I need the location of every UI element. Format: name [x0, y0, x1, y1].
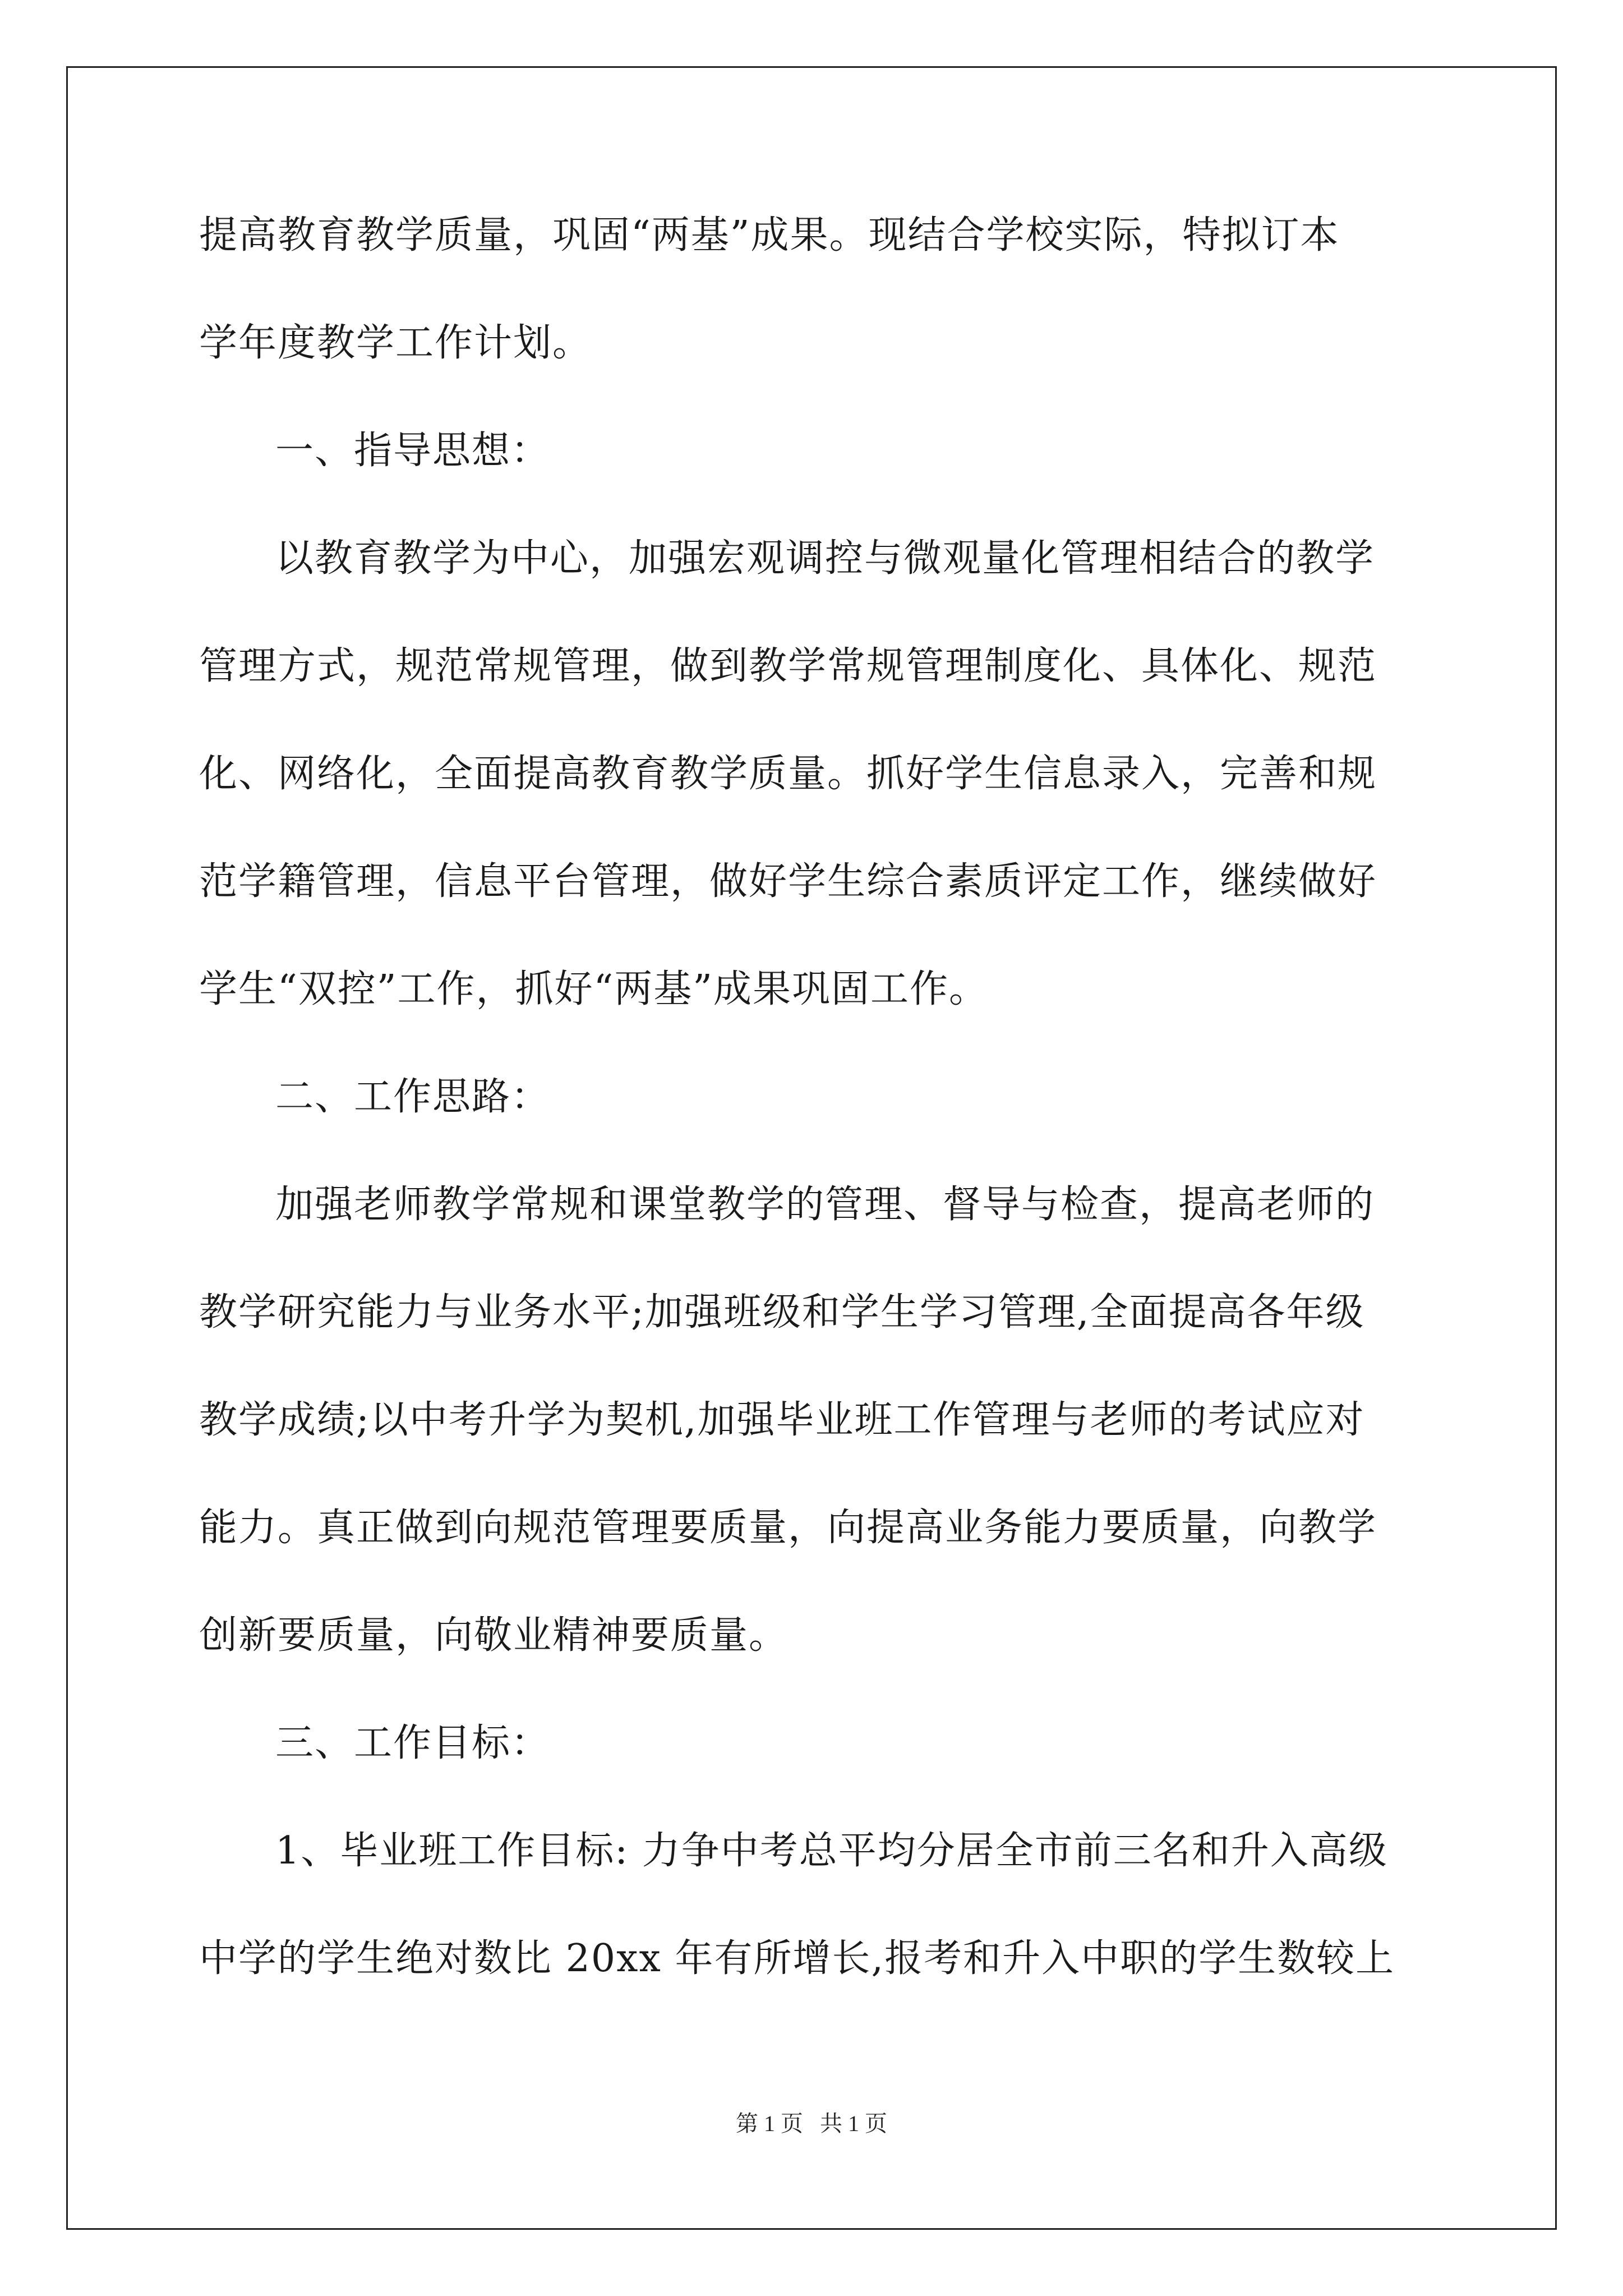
- text-line: 以教育教学为中心，加强宏观调控与微观量化管理相结合的教学: [275, 536, 1375, 581]
- text-line: 创新要质量，向敬业精神要质量。: [199, 1613, 789, 1658]
- text-line: 管理方式，规范常规管理，做到教学常规管理制度化、具体化、规范: [199, 644, 1377, 688]
- section-heading: 二、工作思路：: [275, 1075, 551, 1119]
- section-heading: 一、指导思想：: [275, 429, 551, 473]
- text-line: 化、网络化，全面提高教育教学质量。抓好学生信息录入，完善和规: [199, 752, 1377, 796]
- text-line: 范学籍管理，信息平台管理，做好学生综合素质评定工作，继续做好: [199, 859, 1377, 904]
- text-line: 能力。真正做到向规范管理要质量，向提高业务能力要质量，向教学: [199, 1506, 1377, 1550]
- text-line: 教学研究能力与业务水平;加强班级和学生学习管理,全面提高各年级: [199, 1290, 1365, 1335]
- page-total: 共 1 页: [820, 2111, 887, 2136]
- text-line: 中学的学生绝对数比 20xx 年有所增长,报考和升入中职的学生数较上: [199, 1936, 1395, 1981]
- text-line: 提高教育教学质量，巩固“两基”成果。现结合学校实际，特拟订本: [199, 213, 1340, 257]
- text-line: 学生“双控”工作，抓好“两基”成果巩固工作。: [199, 967, 989, 1011]
- page-footer: [0, 2110, 1623, 2137]
- text-line: 学年度教学工作计划。: [199, 321, 592, 365]
- page-border: [66, 66, 1557, 2230]
- text-line: 1、毕业班工作目标: 力争中考总平均分居全市前三名和升入高级: [275, 1829, 1388, 1873]
- text-line: 加强老师教学常规和课堂教学的管理、督导与检查，提高老师的: [275, 1182, 1375, 1227]
- section-heading: 三、工作目标：: [275, 1721, 551, 1765]
- text-line: 教学成绩;以中考升学为契机,加强毕业班工作管理与老师的考试应对: [199, 1398, 1365, 1442]
- page-number: 第 1 页: [736, 2111, 803, 2136]
